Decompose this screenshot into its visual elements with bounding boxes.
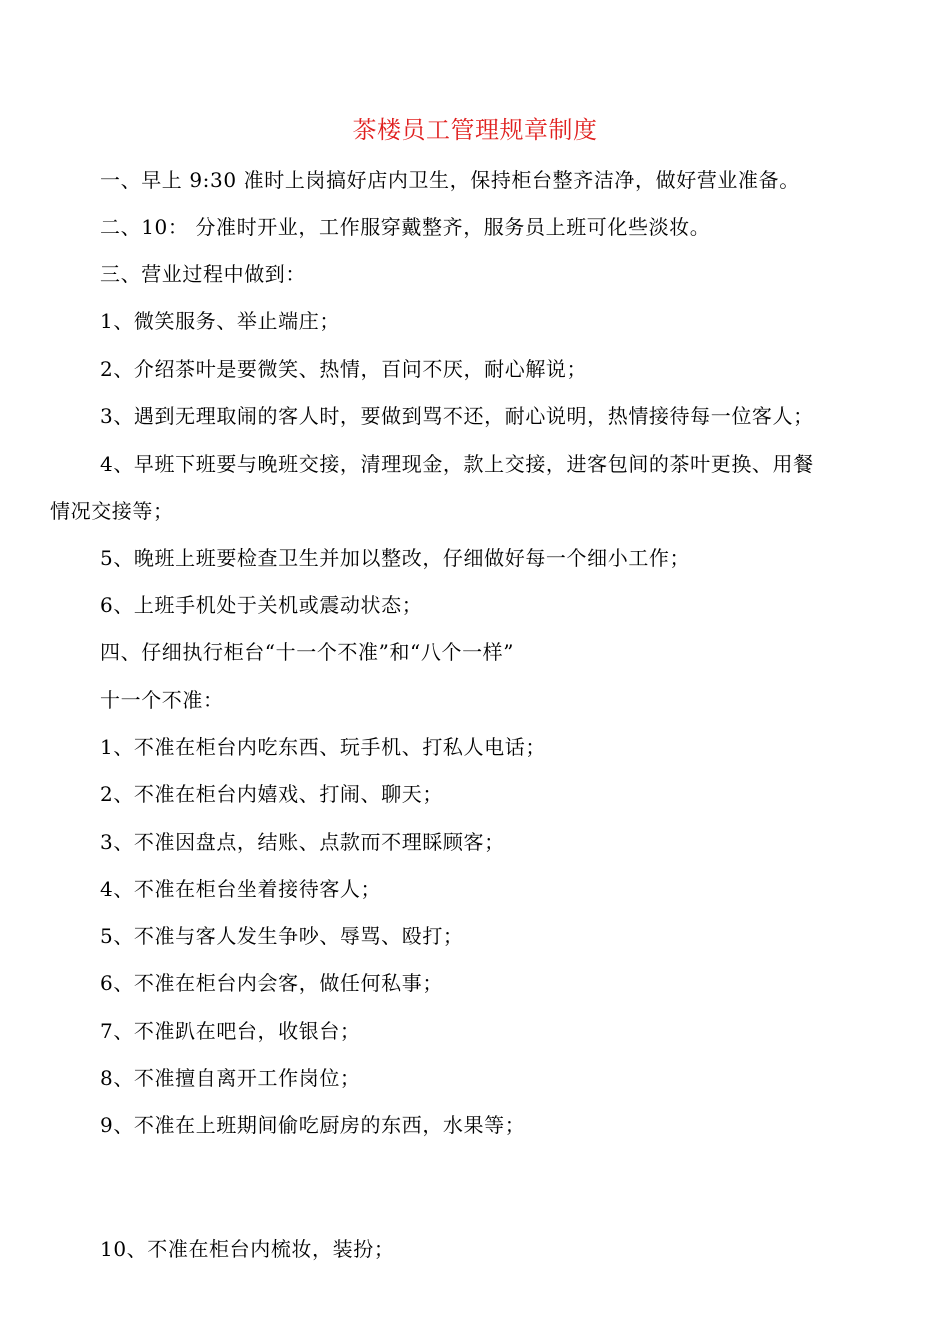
paragraph-line: 二、10： 分准时开业，工作服穿戴整齐，服务员上班可化些淡妆。 xyxy=(100,215,711,239)
paragraph-line: 10、不准在柜台内梳妆，装扮； xyxy=(100,1237,395,1261)
paragraph-line: 4、早班下班要与晚班交接，清理现金，款上交接，进客包间的茶叶更换、用餐 xyxy=(100,452,814,476)
paragraph-line: 一、早上 9:30 准时上岗搞好店内卫生，保持柜台整齐洁净，做好营业准备。 xyxy=(100,168,800,192)
paragraph-line: 三、营业过程中做到： xyxy=(100,262,306,286)
paragraph-line: 6、上班手机处于关机或震动状态； xyxy=(100,593,423,617)
document-title: 茶楼员工管理规章制度 xyxy=(352,116,598,144)
paragraph-line: 9、不准在上班期间偷吃厨房的东西，水果等； xyxy=(100,1113,526,1137)
paragraph-line: 6、不准在柜台内会客，做任何私事； xyxy=(100,971,443,995)
paragraph-line: 5、不准与客人发生争吵、辱骂、殴打； xyxy=(100,924,464,948)
paragraph-line: 情况交接等； xyxy=(50,499,174,523)
paragraph-line: 3、遇到无理取闹的客人时，要做到骂不还，耐心说明，热情接待每一位客人； xyxy=(100,404,814,428)
paragraph-line: 7、不准趴在吧台，收银台； xyxy=(100,1019,361,1043)
paragraph-line: 十一个不准： xyxy=(100,688,224,712)
paragraph-line: 1、不准在柜台内吃东西、玩手机、打私人电话； xyxy=(100,735,546,759)
paragraph-line: 3、不准因盘点，结账、点款而不理睬顾客； xyxy=(100,830,505,854)
paragraph-line: 1、微笑服务、举止端庄； xyxy=(100,309,340,333)
paragraph-line: 8、不准擅自离开工作岗位； xyxy=(100,1066,361,1090)
paragraph-line: 2、介绍茶叶是要微笑、热情，百问不厌，耐心解说； xyxy=(100,357,588,381)
paragraph-line: 2、不准在柜台内嬉戏、打闹、聊天； xyxy=(100,782,443,806)
paragraph-line: 5、晚班上班要检查卫生并加以整改，仔细做好每一个细小工作； xyxy=(100,546,691,570)
paragraph-line: 四、仔细执行柜台“十一个不准”和“八个一样” xyxy=(100,640,515,664)
paragraph-line: 4、不准在柜台坐着接待客人； xyxy=(100,877,382,901)
